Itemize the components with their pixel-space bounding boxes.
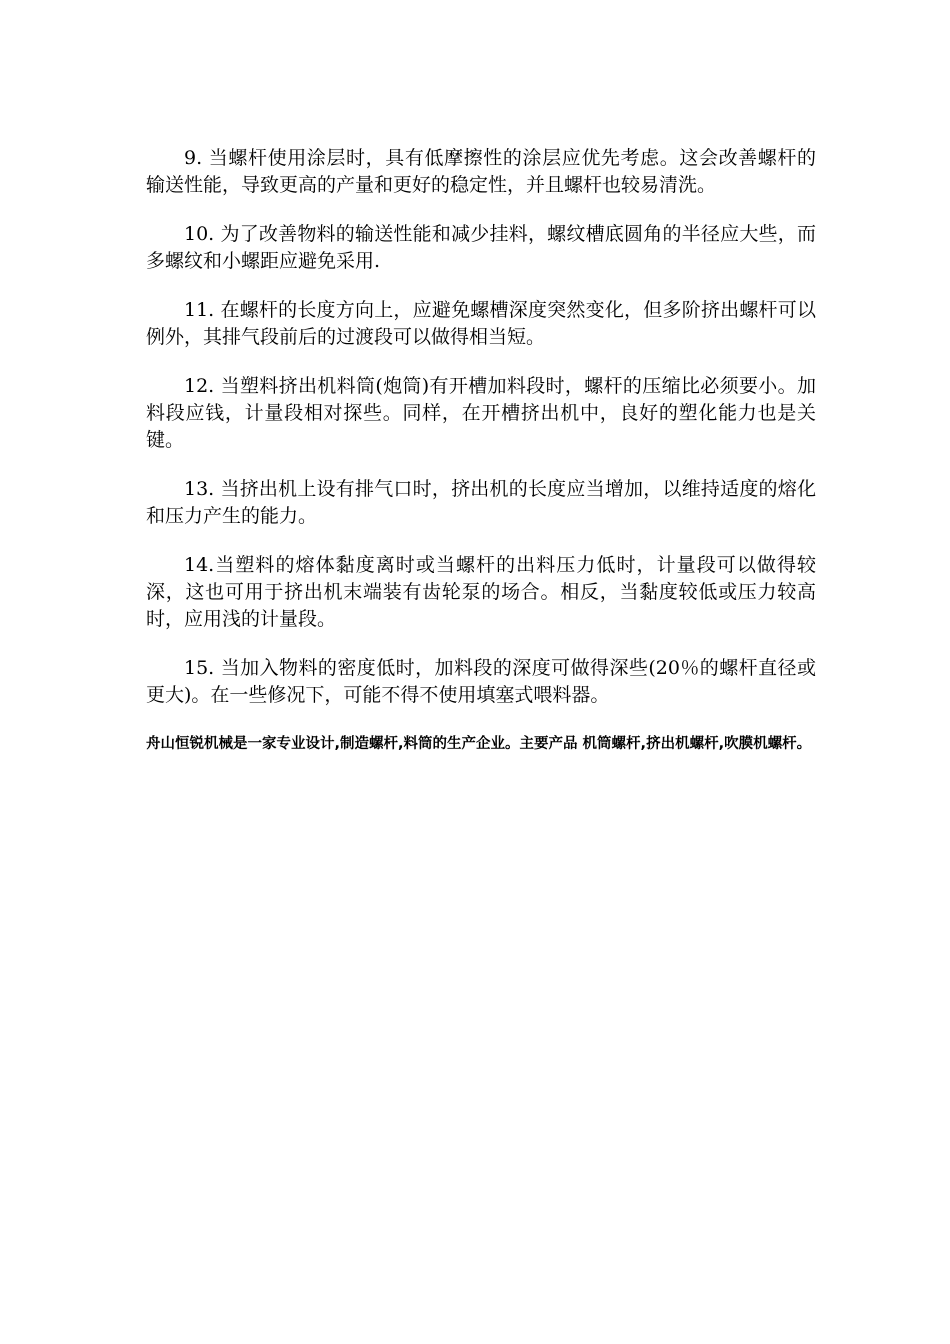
company-note: 舟山恒锐机械是一家专业设计,制造螺杆,料筒的生产企业。主要产品 机筒螺杆,挤出机螺杆,吹膜机螺杆。	[146, 736, 812, 752]
paragraph-15: 15. 当加入物料的密度低时，加料段的深度可做得深些(20％的螺杆直径或更大)。在一些修况下，可能不得不使用填塞式喂料器。	[146, 657, 816, 706]
paragraph-13: 13. 当挤出机上设有排气口时，挤出机的长度应当增加，以维持适度的熔化和压力产生的能力。	[146, 478, 816, 527]
paragraph-9: 9. 当螺杆使用涂层时，具有低摩擦性的涂层应优先考虑。这会改善螺杆的输送性能，导致更高的产量和更好的稳定性，并且螺杆也较易清洗。	[146, 147, 816, 196]
paragraph-11: 11. 在螺杆的长度方向上，应避免螺槽深度突然变化，但多阶挤出螺杆可以例外，其排气段前后的过渡段可以做得相当短。	[146, 299, 816, 348]
paragraph-12: 12. 当塑料挤出机料筒(炮筒)有开槽加料段时，螺杆的压缩比必须要小。加料段应钱，计量段相对探些。同样，在开槽挤出机中，良好的塑化能力也是关键。	[146, 375, 816, 451]
paragraph-14: 14.当塑料的熔体黏度离时或当螺杆的出料压力低时，计量段可以做得较深，这也可用于挤出机末端装有齿轮泵的场合。相反，当黏度较低或压力较高时，应用浅的计量段。	[146, 554, 816, 630]
document-page	[146, 145, 816, 757]
paragraph-10: 10. 为了改善物料的输送性能和减少挂料，螺纹槽底圆角的半径应大些，而多螺纹和小螺距应避免采用.	[146, 223, 816, 272]
